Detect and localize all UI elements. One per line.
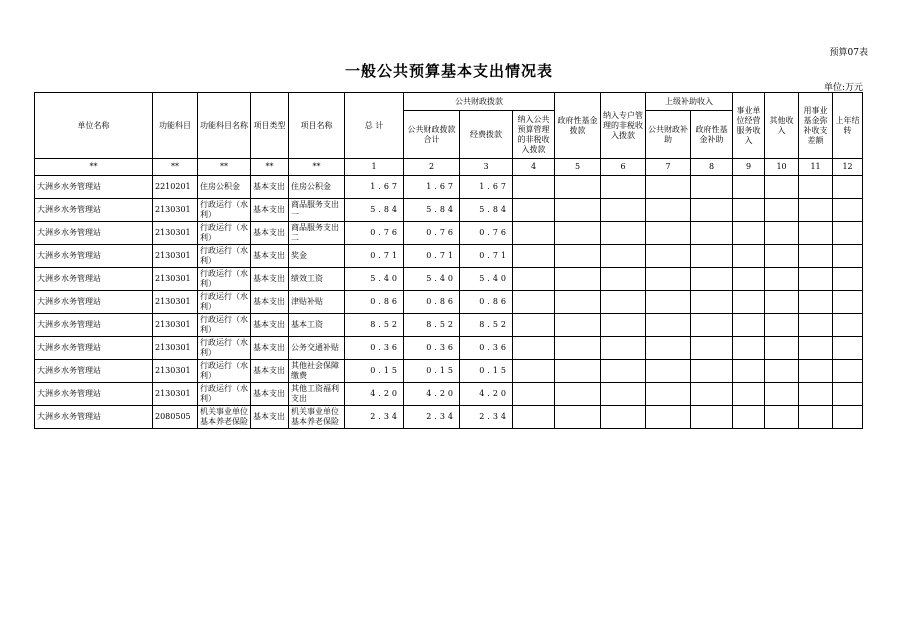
empty-cell (833, 268, 863, 291)
empty-cell (691, 291, 733, 314)
empty-cell (691, 383, 733, 406)
project-name-cell: 商品服务支出二 (289, 222, 345, 245)
project-name-cell: 其他工资福利支出 (289, 383, 345, 406)
table-row (35, 406, 863, 429)
table-row (35, 176, 863, 199)
grant-total-cell: 4.20 (404, 383, 460, 406)
empty-cell (765, 291, 799, 314)
empty-cell (555, 268, 601, 291)
empty-cell (691, 176, 733, 199)
func-code-cell: 2130301 (153, 222, 198, 245)
empty-cell (733, 268, 765, 291)
index-cell: 12 (833, 159, 863, 176)
index-cell: 1 (345, 159, 404, 176)
empty-cell (555, 314, 601, 337)
empty-cell (513, 360, 555, 383)
empty-cell (646, 199, 691, 222)
grant-total-cell: 5.40 (404, 268, 460, 291)
func-code-cell: 2130301 (153, 337, 198, 360)
grant-total-cell: 0.15 (404, 360, 460, 383)
empty-cell (691, 314, 733, 337)
index-cell: ** (289, 159, 345, 176)
empty-cell (799, 222, 833, 245)
unit-name-cell: 大洲乡水务管理站 (35, 245, 153, 268)
index-cell: 7 (646, 159, 691, 176)
empty-cell (601, 268, 646, 291)
table-row (35, 199, 863, 222)
project-name-cell: 绩效工资 (289, 268, 345, 291)
empty-cell (555, 176, 601, 199)
index-cell: 11 (799, 159, 833, 176)
project-type-cell: 基本支出 (251, 268, 289, 291)
total-cell: 0.71 (345, 245, 404, 268)
empty-cell (733, 360, 765, 383)
empty-cell (799, 337, 833, 360)
header-special-nontax: 纳入专户管理的非税收入拨款 (601, 93, 646, 159)
project-name-cell: 公务交通补贴 (289, 337, 345, 360)
empty-cell (833, 337, 863, 360)
unit-name-cell: 大洲乡水务管理站 (35, 406, 153, 429)
grant-total-cell: 1.67 (404, 176, 460, 199)
unit-name-cell: 大洲乡水务管理站 (35, 268, 153, 291)
unit-name-cell: 大洲乡水务管理站 (35, 291, 153, 314)
empty-cell (601, 360, 646, 383)
project-type-cell: 基本支出 (251, 314, 289, 337)
empty-cell (513, 222, 555, 245)
empty-cell (555, 337, 601, 360)
empty-cell (833, 406, 863, 429)
unit-name-cell: 大洲乡水务管理站 (35, 176, 153, 199)
empty-cell (601, 176, 646, 199)
func-subject-cell: 行政运行（水利） (198, 337, 251, 360)
func-code-cell: 2210201 (153, 176, 198, 199)
empty-cell (765, 383, 799, 406)
empty-cell (691, 337, 733, 360)
total-cell: 1.67 (345, 176, 404, 199)
table-row (35, 222, 863, 245)
total-cell: 0.86 (345, 291, 404, 314)
empty-cell (765, 337, 799, 360)
func-subject-cell: 行政运行（水利） (198, 268, 251, 291)
project-type-cell: 基本支出 (251, 337, 289, 360)
total-cell: 2.34 (345, 406, 404, 429)
empty-cell (601, 291, 646, 314)
form-code: 预算07表 (829, 48, 868, 58)
project-name-cell: 津贴补贴 (289, 291, 345, 314)
unit-name-cell: 大洲乡水务管理站 (35, 199, 153, 222)
index-cell: ** (153, 159, 198, 176)
empty-cell (833, 176, 863, 199)
grant-total-cell: 2.34 (404, 406, 460, 429)
funding-cell: 8.52 (460, 314, 513, 337)
total-cell: 0.36 (345, 337, 404, 360)
empty-cell (646, 222, 691, 245)
func-subject-cell: 行政运行（水利） (198, 199, 251, 222)
page-title: 一般公共预算基本支出情况表 (344, 62, 553, 80)
empty-cell (799, 383, 833, 406)
empty-cell (733, 199, 765, 222)
grant-total-cell: 5.84 (404, 199, 460, 222)
index-cell: 8 (691, 159, 733, 176)
empty-cell (601, 383, 646, 406)
empty-cell (799, 291, 833, 314)
empty-cell (733, 383, 765, 406)
empty-cell (513, 314, 555, 337)
empty-cell (646, 268, 691, 291)
func-subject-cell: 行政运行（水利） (198, 291, 251, 314)
empty-cell (646, 406, 691, 429)
header-superior-subsidy: 上级补助收入 (646, 93, 733, 111)
total-cell: 5.84 (345, 199, 404, 222)
unit-name-cell: 大洲乡水务管理站 (35, 337, 153, 360)
empty-cell (555, 291, 601, 314)
empty-cell (833, 360, 863, 383)
func-code-cell: 2130301 (153, 383, 198, 406)
empty-cell (513, 291, 555, 314)
budget-table (34, 92, 863, 429)
table-row (35, 245, 863, 268)
header-funding: 经费拨款 (460, 111, 513, 159)
funding-cell: 0.71 (460, 245, 513, 268)
project-type-cell: 基本支出 (251, 245, 289, 268)
empty-cell (513, 245, 555, 268)
empty-cell (765, 360, 799, 383)
empty-cell (601, 222, 646, 245)
empty-cell (765, 245, 799, 268)
empty-cell (733, 176, 765, 199)
empty-cell (765, 222, 799, 245)
func-subject-cell: 住房公积金 (198, 176, 251, 199)
total-cell: 4.20 (345, 383, 404, 406)
func-code-cell: 2130301 (153, 360, 198, 383)
empty-cell (555, 383, 601, 406)
func-code-cell: 2130301 (153, 291, 198, 314)
empty-cell (691, 406, 733, 429)
total-cell: 0.15 (345, 360, 404, 383)
project-name-cell: 商品服务支出一 (289, 199, 345, 222)
empty-cell (691, 360, 733, 383)
funding-cell: 5.84 (460, 199, 513, 222)
empty-cell (601, 245, 646, 268)
header-total: 总 计 (345, 93, 404, 159)
empty-cell (513, 199, 555, 222)
index-cell: ** (198, 159, 251, 176)
empty-cell (513, 337, 555, 360)
empty-cell (765, 176, 799, 199)
empty-cell (601, 314, 646, 337)
project-name-cell: 其他社会保障缴费 (289, 360, 345, 383)
index-cell: ** (251, 159, 289, 176)
empty-cell (799, 199, 833, 222)
table-row (35, 383, 863, 406)
table-row (35, 314, 863, 337)
unit-name-cell: 大洲乡水务管理站 (35, 222, 153, 245)
empty-cell (691, 245, 733, 268)
empty-cell (833, 383, 863, 406)
empty-cell (646, 176, 691, 199)
project-type-cell: 基本支出 (251, 222, 289, 245)
project-name-cell: 机关事业单位基本养老保险 (289, 406, 345, 429)
empty-cell (733, 406, 765, 429)
grant-total-cell: 0.71 (404, 245, 460, 268)
header-project-name: 项目名称 (289, 93, 345, 159)
empty-cell (799, 268, 833, 291)
index-row (35, 159, 863, 176)
project-type-cell: 基本支出 (251, 199, 289, 222)
empty-cell (646, 314, 691, 337)
funding-cell: 0.86 (460, 291, 513, 314)
header-carryover: 上年结转 (833, 93, 863, 159)
empty-cell (691, 222, 733, 245)
empty-cell (833, 199, 863, 222)
empty-cell (733, 314, 765, 337)
project-name-cell: 奖金 (289, 245, 345, 268)
empty-cell (513, 406, 555, 429)
index-cell: 4 (513, 159, 555, 176)
index-cell: 5 (555, 159, 601, 176)
empty-cell (513, 268, 555, 291)
header-func-subject-name: 功能科目名称 (198, 93, 251, 159)
funding-cell: 5.40 (460, 268, 513, 291)
unit-name-cell: 大洲乡水务管理站 (35, 314, 153, 337)
empty-cell (733, 222, 765, 245)
header-included-nontax: 纳入公共预算管理的非税收入拨款 (513, 111, 555, 159)
empty-cell (691, 268, 733, 291)
unit-label: 单位:万元 (823, 83, 863, 93)
project-type-cell: 基本支出 (251, 406, 289, 429)
empty-cell (555, 406, 601, 429)
empty-cell (799, 406, 833, 429)
index-cell: 3 (460, 159, 513, 176)
func-subject-cell: 机关事业单位基本养老保险 (198, 406, 251, 429)
index-cell: 6 (601, 159, 646, 176)
header-superior-fund: 政府性基金补助 (691, 111, 733, 159)
func-subject-cell: 行政运行（水利） (198, 360, 251, 383)
func-code-cell: 2130301 (153, 268, 198, 291)
empty-cell (765, 314, 799, 337)
unit-name-cell: 大洲乡水务管理站 (35, 383, 153, 406)
func-code-cell: 2130301 (153, 199, 198, 222)
empty-cell (555, 199, 601, 222)
empty-cell (646, 291, 691, 314)
empty-cell (733, 337, 765, 360)
empty-cell (601, 406, 646, 429)
grant-total-cell: 0.36 (404, 337, 460, 360)
index-cell: 9 (733, 159, 765, 176)
header-business-income: 事业单位经营服务收入 (733, 93, 765, 159)
empty-cell (646, 245, 691, 268)
empty-cell (601, 337, 646, 360)
header-superior-public: 公共财政补助 (646, 111, 691, 159)
funding-cell: 1.67 (460, 176, 513, 199)
header-project-type: 项目类型 (251, 93, 289, 159)
header-gov-fund: 政府性基金拨款 (555, 93, 601, 159)
funding-cell: 4.20 (460, 383, 513, 406)
empty-cell (555, 360, 601, 383)
index-cell: ** (35, 159, 153, 176)
header-fund-offset: 用事业基金弥补收支差额 (799, 93, 833, 159)
empty-cell (646, 360, 691, 383)
funding-cell: 0.36 (460, 337, 513, 360)
total-cell: 5.40 (345, 268, 404, 291)
total-cell: 0.76 (345, 222, 404, 245)
empty-cell (765, 268, 799, 291)
project-type-cell: 基本支出 (251, 383, 289, 406)
empty-cell (733, 291, 765, 314)
func-subject-cell: 行政运行（水利） (198, 222, 251, 245)
func-subject-cell: 行政运行（水利） (198, 383, 251, 406)
table-row (35, 268, 863, 291)
project-name-cell: 住房公积金 (289, 176, 345, 199)
unit-name-cell: 大洲乡水务管理站 (35, 360, 153, 383)
func-code-cell: 2080505 (153, 406, 198, 429)
index-cell: 10 (765, 159, 799, 176)
header-gov-grant-total: 公共财政拨款合计 (404, 111, 460, 159)
grant-total-cell: 8.52 (404, 314, 460, 337)
empty-cell (765, 406, 799, 429)
empty-cell (765, 199, 799, 222)
project-type-cell: 基本支出 (251, 360, 289, 383)
grant-total-cell: 0.76 (404, 222, 460, 245)
func-code-cell: 2130301 (153, 245, 198, 268)
empty-cell (833, 291, 863, 314)
funding-cell: 2.34 (460, 406, 513, 429)
empty-cell (646, 337, 691, 360)
empty-cell (513, 176, 555, 199)
empty-cell (799, 314, 833, 337)
project-type-cell: 基本支出 (251, 176, 289, 199)
empty-cell (799, 360, 833, 383)
empty-cell (513, 383, 555, 406)
func-subject-cell: 行政运行（水利） (198, 245, 251, 268)
index-cell: 2 (404, 159, 460, 176)
empty-cell (833, 314, 863, 337)
header-other-income: 其他收入 (765, 93, 799, 159)
empty-cell (799, 176, 833, 199)
empty-cell (646, 383, 691, 406)
grant-total-cell: 0.86 (404, 291, 460, 314)
header-gov-grant: 公共财政拨款 (404, 93, 555, 111)
funding-cell: 0.15 (460, 360, 513, 383)
func-code-cell: 2130301 (153, 314, 198, 337)
empty-cell (833, 245, 863, 268)
table-row (35, 291, 863, 314)
header-func-subject: 功能科目 (153, 93, 198, 159)
empty-cell (799, 245, 833, 268)
empty-cell (555, 245, 601, 268)
header-unit-name: 单位名称 (35, 93, 153, 159)
table-row (35, 337, 863, 360)
empty-cell (733, 245, 765, 268)
funding-cell: 0.76 (460, 222, 513, 245)
empty-cell (555, 222, 601, 245)
table-row (35, 360, 863, 383)
project-type-cell: 基本支出 (251, 291, 289, 314)
total-cell: 8.52 (345, 314, 404, 337)
empty-cell (833, 222, 863, 245)
empty-cell (601, 199, 646, 222)
project-name-cell: 基本工资 (289, 314, 345, 337)
func-subject-cell: 行政运行（水利） (198, 314, 251, 337)
empty-cell (691, 199, 733, 222)
